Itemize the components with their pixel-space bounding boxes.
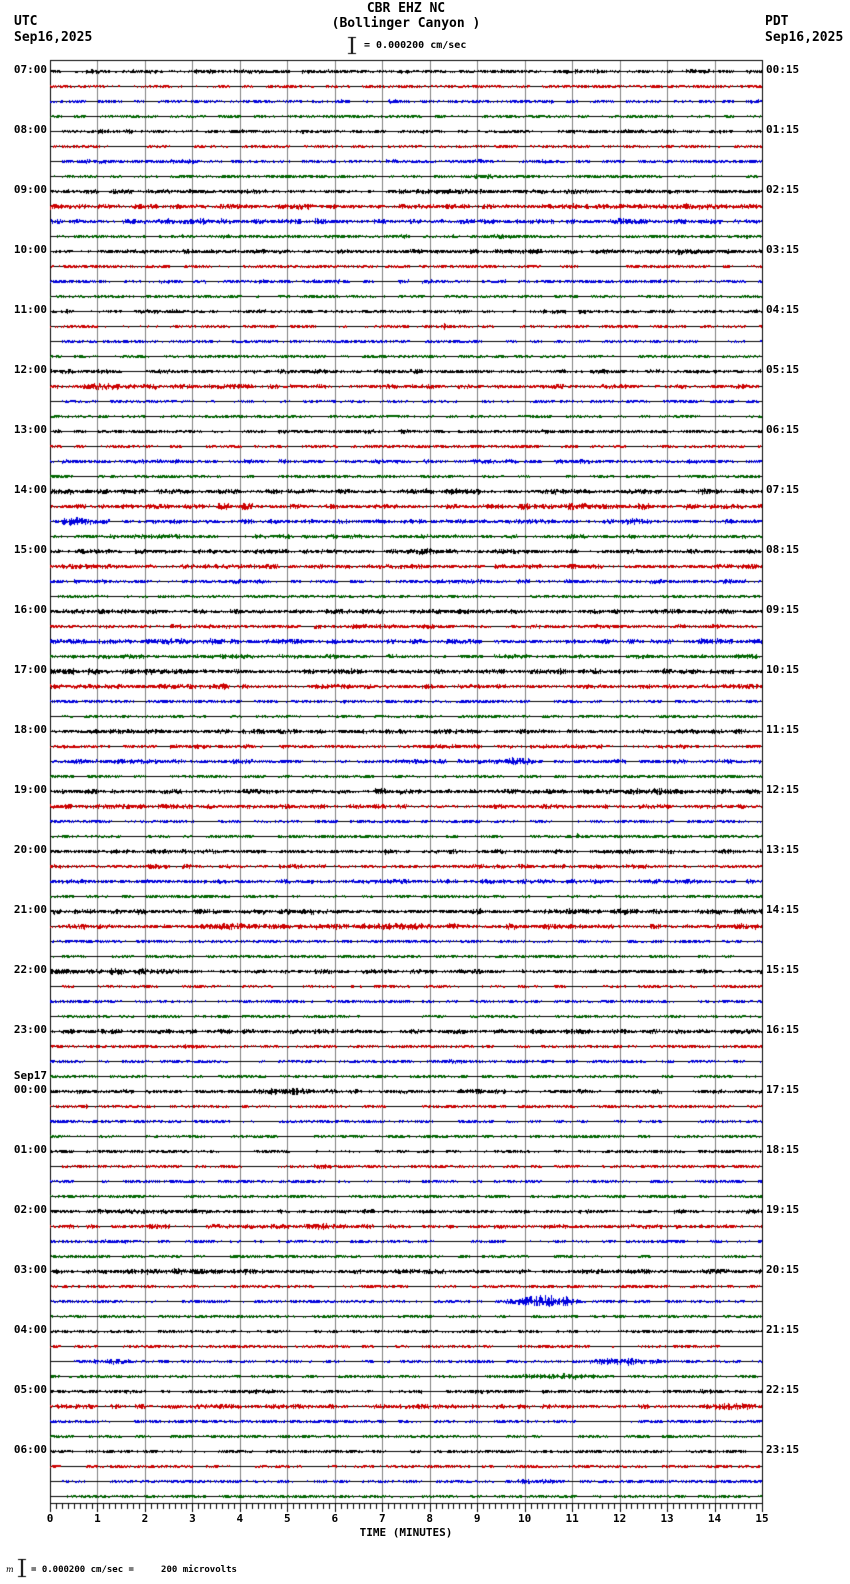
x-tick-label: 14 bbox=[707, 1512, 722, 1525]
x-tick-label: 6 bbox=[331, 1512, 339, 1525]
x-tick-label: 15 bbox=[755, 1512, 769, 1525]
utc-hour-label: 22:00 bbox=[13, 963, 47, 976]
utc-hour-label: 03:00 bbox=[13, 1263, 47, 1276]
x-tick-label: 13 bbox=[660, 1512, 674, 1525]
pdt-hour-label: 10:15 bbox=[766, 663, 800, 676]
scale-label: = 0.000200 cm/sec bbox=[364, 40, 467, 51]
utc-hour-label: 08:00 bbox=[13, 123, 47, 136]
pdt-hour-label: 18:15 bbox=[766, 1143, 800, 1156]
utc-hour-label: 16:00 bbox=[13, 603, 47, 616]
pdt-hour-label: 05:15 bbox=[766, 363, 800, 376]
utc-hour-label: 11:00 bbox=[13, 303, 47, 316]
utc-hour-label: 09:00 bbox=[13, 183, 47, 196]
pdt-hour-label: 22:15 bbox=[766, 1383, 800, 1396]
x-tick-label: 2 bbox=[141, 1512, 149, 1525]
left-timezone-label: UTC bbox=[14, 14, 38, 29]
x-tick-label: 12 bbox=[612, 1512, 627, 1525]
pdt-hour-label: 08:15 bbox=[766, 543, 800, 556]
pdt-hour-label: 19:15 bbox=[766, 1203, 800, 1216]
pdt-hour-label: 23:15 bbox=[766, 1443, 800, 1456]
utc-hour-label: 10:00 bbox=[13, 243, 47, 256]
utc-hour-label: 13:00 bbox=[13, 423, 47, 436]
page-title: CBR EHZ NC bbox=[366, 1, 446, 16]
right-date-label: Sep16,2025 bbox=[765, 30, 844, 45]
pdt-hour-label: 12:15 bbox=[766, 783, 800, 796]
utc-hour-label: 12:00 bbox=[13, 363, 47, 376]
pdt-hour-label: 07:15 bbox=[766, 483, 800, 496]
pdt-hour-label: 00:15 bbox=[766, 63, 800, 76]
pdt-hour-label: 06:15 bbox=[766, 423, 800, 436]
pdt-hour-label: 16:15 bbox=[766, 1023, 800, 1036]
pdt-hour-label: 20:15 bbox=[766, 1263, 800, 1276]
footer-glyph: m bbox=[6, 1565, 14, 1574]
pdt-hour-label: 17:15 bbox=[766, 1083, 800, 1096]
utc-hour-label: 00:00 bbox=[13, 1083, 47, 1096]
utc-hour-label: 18:00 bbox=[13, 723, 47, 736]
pdt-hour-label: 09:15 bbox=[766, 603, 800, 616]
x-tick-label: 5 bbox=[284, 1512, 291, 1525]
x-tick-label: 4 bbox=[236, 1512, 244, 1525]
x-tick-label: 3 bbox=[189, 1512, 196, 1525]
x-tick-label: 10 bbox=[518, 1512, 532, 1525]
utc-hour-label: 23:00 bbox=[13, 1023, 47, 1036]
pdt-hour-label: 02:15 bbox=[766, 183, 800, 196]
x-tick-label: 1 bbox=[94, 1512, 101, 1525]
station-subtitle: (Bollinger Canyon ) bbox=[331, 16, 481, 31]
utc-hour-label: 15:00 bbox=[13, 543, 47, 556]
pdt-hour-label: 11:15 bbox=[766, 723, 800, 736]
pdt-hour-label: 04:15 bbox=[766, 303, 800, 316]
utc-hour-label: 01:00 bbox=[13, 1143, 47, 1156]
pdt-hour-label: 21:15 bbox=[766, 1323, 800, 1336]
utc-hour-label: 14:00 bbox=[13, 483, 47, 496]
pdt-hour-label: 15:15 bbox=[766, 963, 800, 976]
x-tick-label: 0 bbox=[46, 1512, 54, 1525]
pdt-hour-label: 01:15 bbox=[766, 123, 800, 136]
utc-hour-label: 04:00 bbox=[13, 1323, 47, 1336]
utc-hour-label: 06:00 bbox=[13, 1443, 47, 1456]
utc-hour-label: 21:00 bbox=[13, 903, 47, 916]
x-axis-title: TIME (MINUTES) bbox=[359, 1526, 453, 1539]
right-timezone-label: PDT bbox=[765, 14, 789, 29]
utc-hour-label: 20:00 bbox=[13, 843, 47, 856]
utc-hour-label: 02:00 bbox=[13, 1203, 47, 1216]
utc-hour-label: 17:00 bbox=[13, 663, 47, 676]
left-date-label: Sep16,2025 bbox=[14, 30, 93, 45]
utc-date-rollover-label: Sep17 bbox=[13, 1069, 47, 1082]
footer-scale-note: = 0.000200 cm/sec = 200 microvolts bbox=[31, 1565, 237, 1575]
x-tick-label: 8 bbox=[426, 1512, 434, 1525]
utc-hour-label: 05:00 bbox=[13, 1383, 47, 1396]
pdt-hour-label: 03:15 bbox=[766, 243, 800, 256]
x-tick-label: 9 bbox=[473, 1512, 481, 1525]
pdt-hour-label: 14:15 bbox=[766, 903, 800, 916]
x-tick-label: 7 bbox=[378, 1512, 386, 1525]
utc-hour-label: 19:00 bbox=[13, 783, 47, 796]
utc-hour-label: 07:00 bbox=[13, 63, 47, 76]
x-tick-label: 11 bbox=[565, 1512, 579, 1525]
pdt-hour-label: 13:15 bbox=[766, 843, 800, 856]
